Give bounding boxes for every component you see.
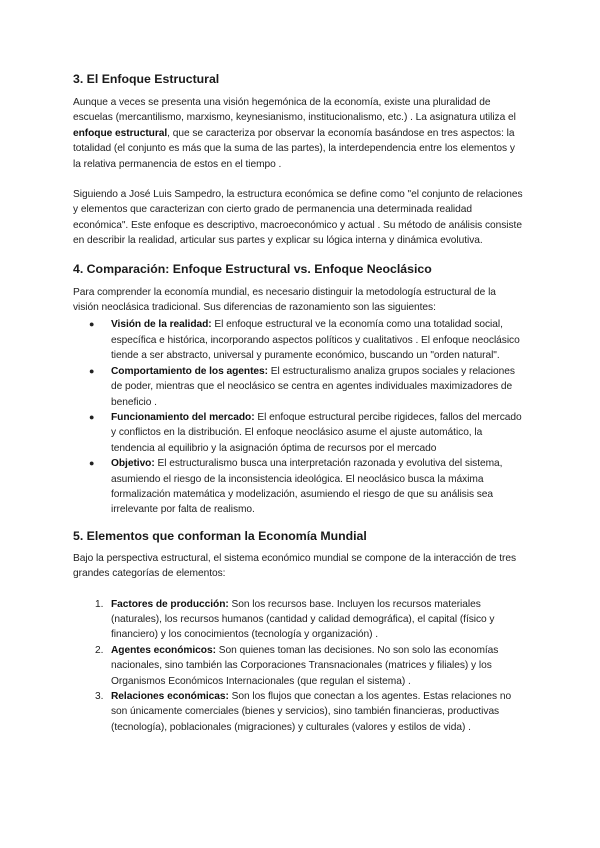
list-item xyxy=(73,456,523,518)
bullet-icon: ● xyxy=(89,365,95,376)
list-item-label: Factores de producción: xyxy=(111,598,229,610)
list-item-text: El enfoque estructural ve la economía como una totalidad social, específica e histórica, incorporando aspectos políticos y cualitativos . El enfoque neoclásico tiende a ser abstracto, universal y puramente económico, buscando un "orden natural". xyxy=(111,319,520,362)
bullet-icon: ● xyxy=(89,458,95,469)
section-3-paragraph-1-bold: enfoque estructural xyxy=(73,127,168,139)
section-5-title: 5. Elementos que conforman la Economía Mundial xyxy=(73,528,367,543)
list-item xyxy=(73,410,523,456)
section-5-intro: Bajo la perspectiva estructural, el sistema económico mundial se compone de la interacción de tres grandes categorías de elementos: xyxy=(73,552,517,580)
section-3-paragraph-1-start: Aunque a veces se presenta una visión hegemónica de la economía, existe una pluralidad de escuelas (mercantilismo, marxismo, keynesianismo, institucionalismo, etc.) . La asignatura utiliza el xyxy=(73,97,516,124)
list-item-label: Agentes económicos: xyxy=(111,644,216,656)
list-item-text: Son quienes toman las decisiones. No son solo las economías nacionales, sino también las Corporaciones Transnacionales (matrices y filiales) y los Organismos Económicos Internacionales (que regulan el sistema) . xyxy=(111,644,499,687)
list-item-label: Relaciones económicas: xyxy=(111,691,229,702)
list-item xyxy=(73,317,523,363)
list-item-text: Son los recursos base. Incluyen los recursos materiales (naturales), los recursos humanos (cantidad y calidad demográfica), el capital (físico y financiero) y los conocimientos (tecnología y organización) . xyxy=(111,598,495,641)
section-4-title: 4. Comparación: Enfoque Estructural vs. Enfoque Neoclásico xyxy=(73,261,432,276)
list-item-text: El estructuralismo busca una interpretación razonada y evolutiva del sistema, asumiendo el riesgo de la inconsistencia ideológica. El neoclásico busca la máxima formalización matemática y modelización, asumiendo el riesgo de que su análisis sea irrelevante por falta de realismo. xyxy=(111,458,503,516)
list-item xyxy=(73,689,523,735)
section-3-paragraph-1-end: , que se caracteriza por observar la economía basándose en tres aspectos: la totalidad (el conjunto es más que la suma de las partes), la interdependencia entre los elementos y la relativa permanencia de estos en el tiempo . xyxy=(73,127,515,170)
list-item-text: Son los flujos que conectan a los agentes. Estas relaciones no son únicamente comerciales (bienes y servicios), sino también financieras, productivas (tecnología), poblacionales (migraciones) y culturales (valores y estilos de vida) . xyxy=(111,691,512,733)
list-item-number: 3. xyxy=(95,691,104,702)
section-4-intro: Para comprender la economía mundial, es necesario distinguir la metodología estructural de la visión neoclásica tradicional. Sus diferencias de razonamiento son las siguientes: xyxy=(73,286,496,314)
section-3-paragraph-2: Siguiendo a José Luis Sampedro, la estructura económica se define como "el conjunto de relaciones y elementos que caracterizan con cierto grado de permanencia una determinada realidad económica". Este enfoque es descriptivo, macroeconómico y actual . Su método de análisis consiste en describir la realidad, articular sus partes y explicar su lógica interna y dinámica evolutiva. xyxy=(73,189,523,247)
list-item xyxy=(73,643,523,689)
section-3-paragraph-1 xyxy=(73,95,523,172)
document-page xyxy=(73,66,523,735)
list-item-label: Visión de la realidad: xyxy=(111,319,212,331)
list-item xyxy=(73,597,523,643)
section-3-title: 3. El Enfoque Estructural xyxy=(73,72,220,86)
bullet-icon: ● xyxy=(89,411,95,422)
list-item-label: Objetivo: xyxy=(111,458,155,470)
list-item-text: El enfoque estructural percibe rigideces, fallos del mercado y conflictos en la distribución. El enfoque neoclásico asume el ajuste automático, la tendencia al equilibrio y la asignación óptima de recursos por el mercado xyxy=(111,411,522,454)
list-item-label: Comportamiento de los agentes: xyxy=(111,365,268,377)
list-item xyxy=(73,364,523,410)
list-item-number: 1. xyxy=(95,598,104,610)
list-item-text: El estructuralismo analiza grupos sociales y relaciones de poder, mientras que el neoclásico se centra en agentes individuales maximizadores de beneficio . xyxy=(111,365,515,408)
section-4-bullet-list xyxy=(73,317,523,517)
list-item-number: 2. xyxy=(95,644,104,656)
list-item-label: Funcionamiento del mercado: xyxy=(111,411,255,423)
section-5-numbered-list xyxy=(73,597,523,736)
bullet-icon: ● xyxy=(89,319,95,330)
